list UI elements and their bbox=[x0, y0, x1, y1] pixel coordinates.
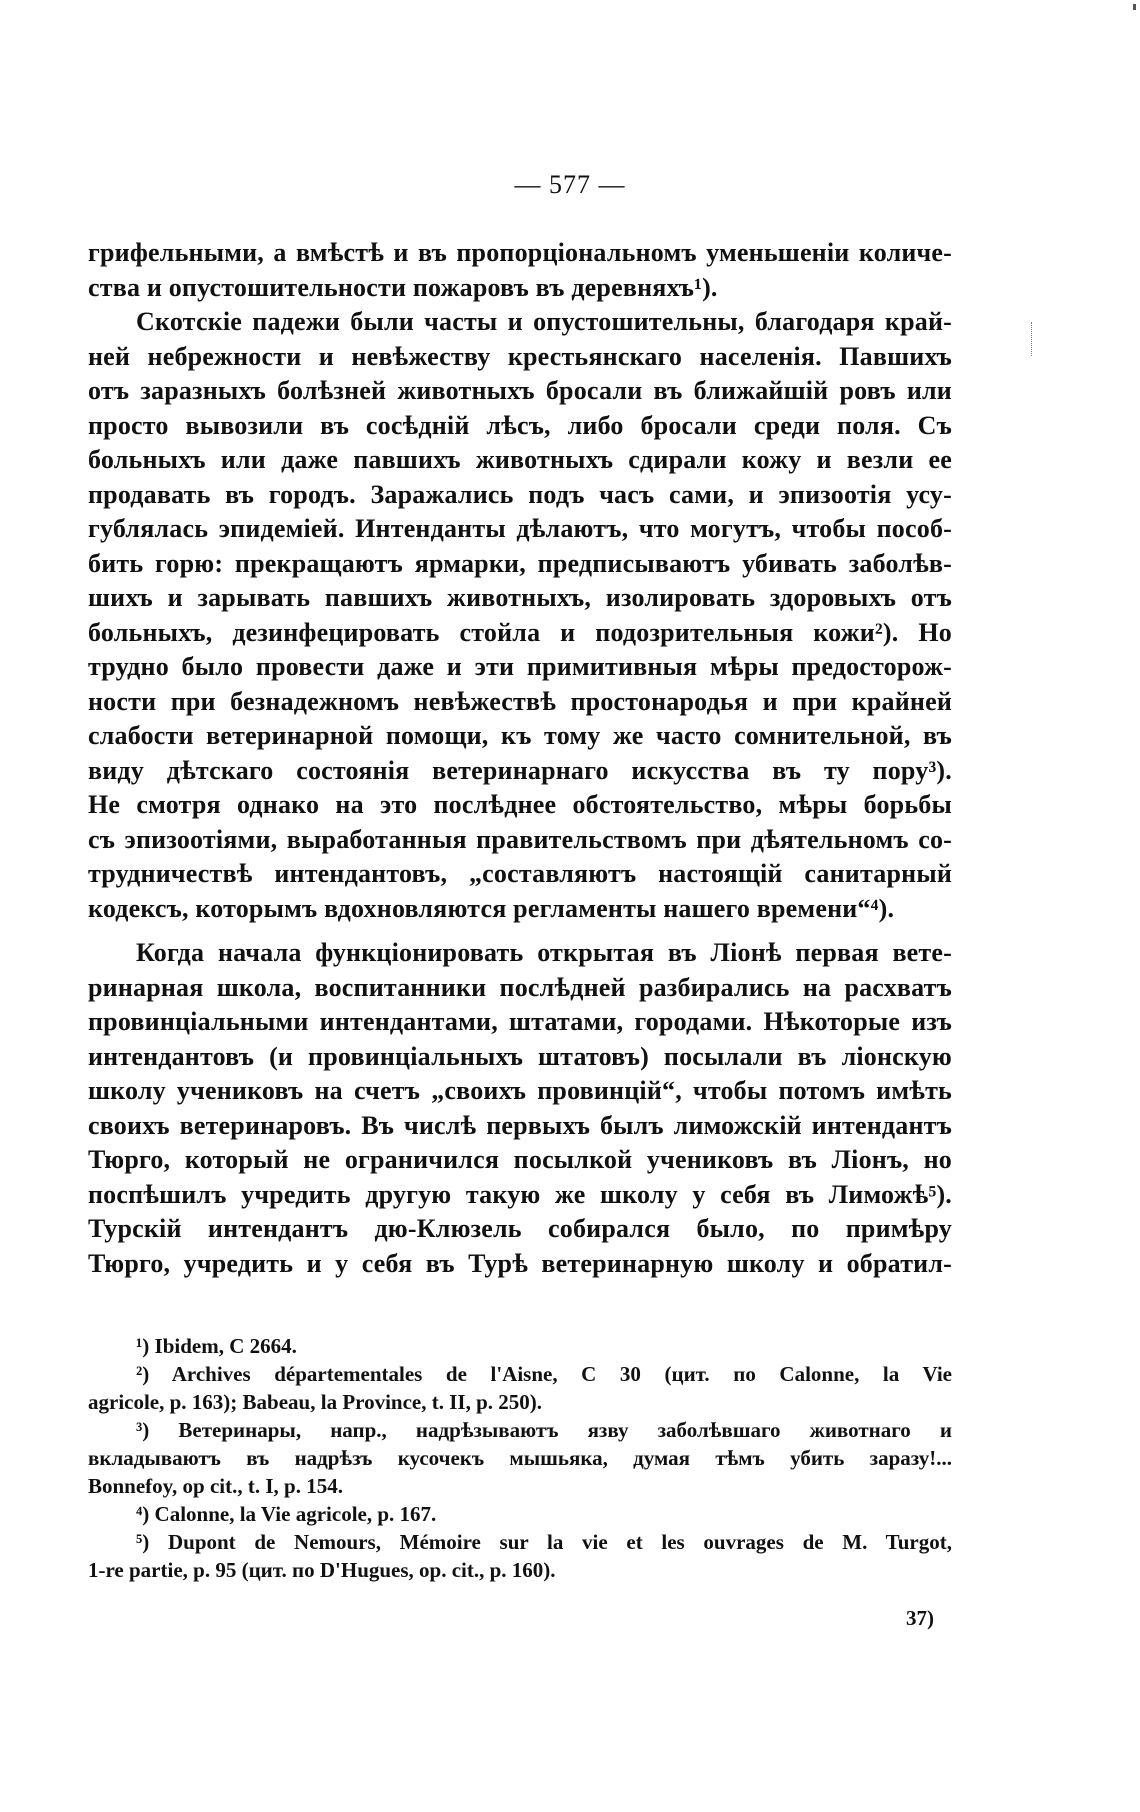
footnote-line: agricole, p. 163); Babeau, la Province, t. II, p. 250). bbox=[88, 1390, 543, 1414]
body-line: бить горю: прекращаютъ ярмарки, предписываютъ убивать заболѣв- bbox=[88, 548, 952, 578]
body-line: кодексъ, которымъ вдохновляются регламенты нашего времени“⁴). bbox=[88, 893, 895, 923]
body-line: Турскій интендантъ дю-Клюзель собирался было, по примѣру bbox=[88, 1214, 952, 1243]
footnote-line: ¹) Ibidem, C 2664. bbox=[136, 1334, 297, 1358]
body-line: поспѣшилъ учредить другую такую же школу у себя въ Лиможѣ⁵). bbox=[88, 1179, 952, 1209]
body-line: провинціальными интендантами, штатами, городами. Нѣкоторые изъ bbox=[88, 1007, 952, 1036]
body-line: Скотскіе падежи были часты и опустошительны, благодаря край- bbox=[136, 307, 952, 336]
body-line: Не смотря однако на это послѣднее обстоятельство, мѣры борьбы bbox=[88, 790, 952, 819]
page-number: — 577 — bbox=[514, 170, 626, 199]
body-line: ней небрежности и невѣжеству крестьянскаго населенія. Павшихъ bbox=[88, 341, 952, 371]
body-line: отъ заразныхъ болѣзней животныхъ бросали въ ближайшій ровъ или bbox=[88, 376, 952, 405]
footnote-line: ⁵) Dupont de Nemours, Mémoire sur la vie et les ouvrages de M. Turgot, bbox=[136, 1530, 952, 1554]
body-line: Тюрго, который не ограничился посылкой учениковъ въ Ліонъ, но bbox=[88, 1145, 952, 1174]
footnote-line: 1-re partie, p. 95 (цит. по D'Hugues, op. cit., p. 160). bbox=[88, 1558, 556, 1582]
body-line: виду дѣтскаго состоянія ветеринарнаго искусства въ ту пору³). bbox=[88, 755, 952, 785]
body-line: трудно было провести даже и эти примитивныя мѣры предосторож- bbox=[88, 652, 952, 681]
scan-mark bbox=[1133, 4, 1136, 10]
body-line: Тюрго, учредить и у себя въ Турѣ ветеринарную школу и обратил- bbox=[88, 1248, 952, 1278]
signature-mark: 37) bbox=[906, 1606, 934, 1630]
body-line: просто вывозили въ сосѣдній лѣсъ, либо бросали среди поля. Съ bbox=[88, 410, 952, 440]
body-text bbox=[88, 236, 952, 1281]
body-line: съ эпизоотіями, выработанныя правительствомъ при дѣятельномъ со- bbox=[88, 824, 952, 854]
footnote-line: ³) Ветеринары, напр., надрѣзываютъ язву заболѣвшаго животнаго и bbox=[136, 1418, 952, 1442]
body-line: слабости ветеринарной помощи, къ тому же часто сомнительной, въ bbox=[88, 721, 952, 750]
body-line: своихъ ветеринаровъ. Въ числѣ первыхъ былъ лиможскій интендантъ bbox=[88, 1110, 952, 1140]
body-line: трудничествѣ интендантовъ, „составляютъ настоящій санитарный bbox=[88, 859, 952, 888]
body-line: ства и опустошительности пожаровъ въ деревняхъ¹). bbox=[88, 272, 718, 302]
body-line: больныхъ или даже павшихъ животныхъ сдирали кожу и везли ее bbox=[88, 445, 952, 474]
footnote-line: ⁴) Calonne, la Vie agricole, p. 167. bbox=[136, 1502, 437, 1526]
body-line: продавать въ городъ. Заражались подъ часъ сами, и эпизоотія усу- bbox=[88, 479, 952, 509]
margin-mark bbox=[1031, 322, 1034, 356]
body-line: шихъ и зарывать павшихъ животныхъ, изолировать здоровыхъ отъ bbox=[88, 583, 952, 612]
body-line: ности при безнадежномъ невѣжествѣ простонародья и при крайней bbox=[88, 686, 952, 716]
footnote-line: вкладываютъ въ надрѣзъ кусочекъ мышьяка, думая тѣмъ убить заразу!... bbox=[88, 1446, 952, 1470]
body-line: гублялась эпидеміей. Интенданты дѣлаютъ, что могутъ, чтобы пособ- bbox=[88, 514, 952, 543]
body-line: ринарная школа, воспитанники послѣдней разбирались на расхватъ bbox=[88, 972, 952, 1002]
body-line: интендантовъ (и провинціальныхъ штатовъ) посылали въ ліонскую bbox=[88, 1041, 952, 1071]
body-line: грифельными, а вмѣстѣ и въ пропорціональномъ уменьшеніи количе- bbox=[88, 238, 952, 267]
body-line: школу учениковъ на счетъ „своихъ провинцій“, чтобы потомъ имѣть bbox=[88, 1076, 952, 1105]
footnote-line: ²) Archives départementales de l'Aisne, C 30 (цит. по Calonne, la Vie bbox=[136, 1362, 952, 1386]
footnotes bbox=[88, 1332, 952, 1584]
body-line: больныхъ, дезинфецировать стойла и подозрительныя кожи²). Но bbox=[88, 617, 952, 647]
footnote-line: Bonnefoy, op cit., t. I, p. 154. bbox=[88, 1474, 343, 1498]
body-line: Когда начала функціонировать открытая въ Ліонѣ первая вете- bbox=[136, 938, 952, 967]
